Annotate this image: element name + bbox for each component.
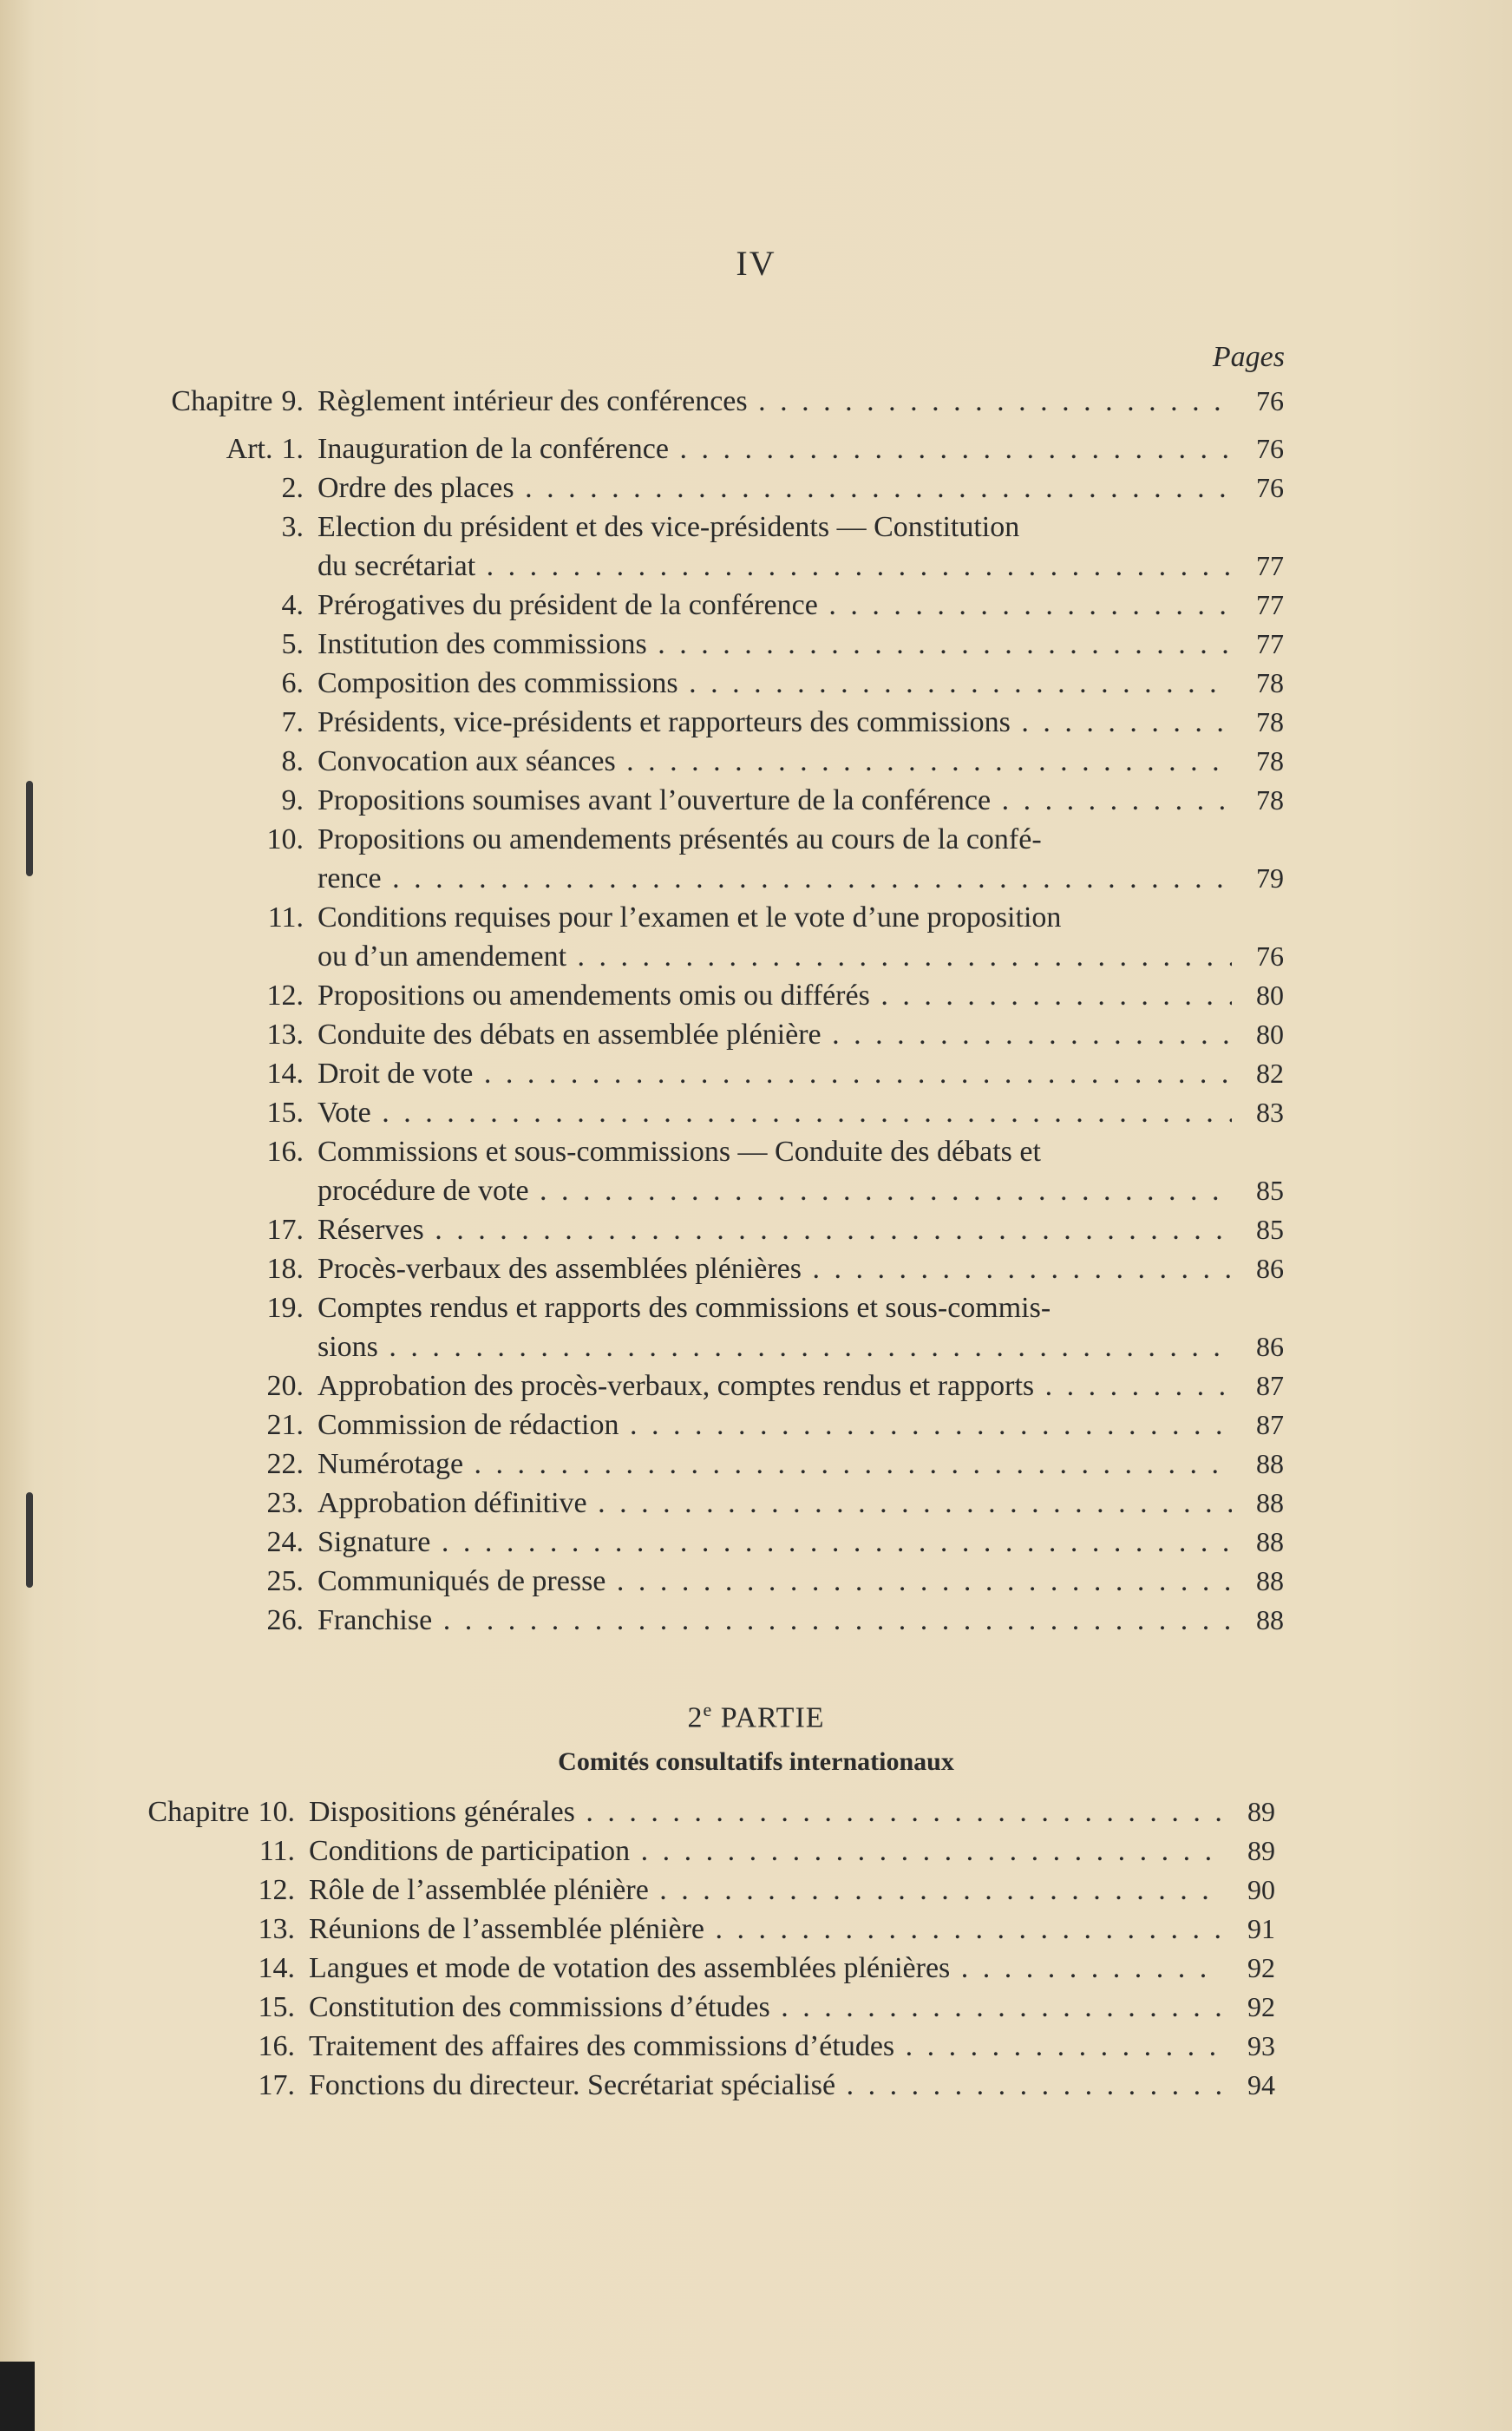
article-lead (130, 1054, 304, 1093)
article-lead (130, 1249, 304, 1288)
chapter-title-cell (295, 1988, 1223, 2027)
chapter-number: 16. (258, 2030, 295, 2062)
article-title: Droit de vote (317, 1058, 474, 1090)
chapter-row (78, 1910, 1275, 1949)
article-number: 4. (281, 589, 304, 621)
chapter-title: Traitement des affaires des commissions d’études (309, 2030, 895, 2062)
pages-column-label: Pages (1212, 341, 1285, 373)
chapter-number: 11. (259, 1835, 295, 1867)
chapter-row (78, 1988, 1275, 2027)
chapter-title: Dispositions générales (309, 1796, 575, 1828)
article-lead (130, 1523, 304, 1562)
article-title-continued: sions (317, 1331, 378, 1363)
dot-leader (566, 940, 1232, 973)
article-title-cell (304, 1171, 1232, 1210)
page-edge-shadow (0, 2362, 35, 2431)
article-page: 82 (1256, 1058, 1284, 1089)
article-title-cell (304, 781, 1232, 820)
article-page: 77 (1256, 550, 1284, 581)
article-lead (130, 1406, 304, 1445)
article-lead (130, 1484, 304, 1523)
article-title-continued: rence (317, 862, 382, 894)
article-title-cell (304, 429, 1232, 469)
dot-leader (770, 1991, 1223, 2023)
article-row (130, 1562, 1284, 1601)
article-lead (130, 625, 304, 664)
article-row (130, 820, 1284, 859)
article-row (130, 898, 1284, 937)
article-title: Numérotage (317, 1448, 464, 1480)
chapter-page: 94 (1247, 2069, 1275, 2100)
article-title-continued: du secrétariat (317, 550, 476, 582)
article-title-cell (304, 859, 1232, 898)
article-page: 76 (1256, 472, 1284, 503)
article-page: 88 (1256, 1487, 1284, 1518)
article-number: 24. (266, 1526, 304, 1558)
chapter-row (78, 2066, 1275, 2105)
article-title: Approbation définitive (317, 1487, 587, 1519)
article-title-cell (304, 625, 1232, 664)
chapter-title: Rôle de l’assemblée plénière (309, 1874, 649, 1906)
dot-leader (382, 862, 1232, 894)
article-page: 77 (1256, 628, 1284, 659)
article-title: Signature (317, 1526, 431, 1558)
article-lead (130, 1562, 304, 1601)
article-number: 16. (266, 1136, 304, 1168)
chapter-row (78, 1831, 1275, 1871)
dot-leader (630, 1835, 1223, 1867)
article-page: 88 (1256, 1604, 1284, 1635)
article-page: 85 (1256, 1214, 1284, 1245)
article-title-cell (304, 1327, 1232, 1366)
dot-leader (950, 1952, 1223, 1984)
article-number: 22. (266, 1448, 304, 1480)
article-page: 78 (1256, 784, 1284, 816)
chapter-number: 9. (281, 385, 304, 417)
article-title: Propositions ou amendements omis ou différés (317, 980, 870, 1012)
article-number: 2. (281, 472, 304, 504)
article-title: Propositions ou amendements présentés au cours de la confé- (317, 823, 1042, 855)
article-row (130, 469, 1284, 508)
chapter-title: Fonctions du directeur. Secrétariat spécialisé (309, 2069, 836, 2101)
article-lead (130, 469, 304, 508)
article-page: 78 (1256, 745, 1284, 776)
chapter-lead (78, 2066, 295, 2105)
article-row (130, 703, 1284, 742)
article-number: 12. (266, 980, 304, 1012)
article-lead (130, 1132, 304, 1171)
dot-leader (605, 1565, 1232, 1597)
article-title-cell (304, 547, 1232, 586)
dot-leader (529, 1175, 1232, 1207)
article-title: Conditions requises pour l’examen et le vote d’une proposition (317, 901, 1062, 934)
binding-shadow (26, 1492, 33, 1588)
article-page: 83 (1256, 1097, 1284, 1128)
article-page: 88 (1256, 1526, 1284, 1557)
chapter-title: Conditions de participation (309, 1835, 631, 1867)
article-title-cell (304, 976, 1232, 1015)
part-subtitle: Comités consultatifs internationaux (558, 1747, 954, 1776)
article-number: 13. (266, 1019, 304, 1051)
article-page: 80 (1256, 980, 1284, 1011)
article-title-cell (304, 1093, 1232, 1132)
chapter-lead (78, 1949, 295, 1988)
dot-leader (424, 1214, 1232, 1246)
article-page: 87 (1256, 1409, 1284, 1440)
article-title-cell (304, 742, 1232, 781)
article-lead (130, 1445, 304, 1484)
article-title: Propositions soumises avant l’ouverture de la conférence (317, 784, 992, 816)
article-row (130, 625, 1284, 664)
article-title: Comptes rendus et rapports des commissions et sous-commis- (317, 1292, 1051, 1324)
article-title: Ordre des places (317, 472, 514, 504)
article-page: 80 (1256, 1019, 1284, 1050)
article-number: 26. (266, 1604, 304, 1636)
article-row (130, 1523, 1284, 1562)
chapter-number: 12. (258, 1874, 295, 1906)
dot-leader (371, 1097, 1232, 1129)
article-title: Election du président et des vice-présidents — Constitution (317, 511, 1020, 543)
article-title-cell (304, 508, 1232, 547)
chapter-lead (130, 382, 304, 421)
article-lead (130, 586, 304, 625)
article-row (130, 1249, 1284, 1288)
article-lead (130, 976, 304, 1015)
article-number: 8. (281, 745, 304, 777)
article-row (130, 742, 1284, 781)
dot-leader (616, 745, 1232, 777)
article-title-cell (304, 1288, 1232, 1327)
chapter-page: 89 (1247, 1796, 1275, 1827)
article-lead (130, 742, 304, 781)
article-lead (130, 820, 304, 859)
article-prefix: Art. (226, 433, 273, 465)
chapter-title-cell (295, 1871, 1223, 1910)
article-title-cell (304, 1523, 1232, 1562)
article-row (130, 1210, 1284, 1249)
article-row (130, 1406, 1284, 1445)
chapter-row (78, 2027, 1275, 2066)
dot-leader (473, 1058, 1232, 1090)
dot-leader (463, 1448, 1232, 1480)
article-number: 5. (281, 628, 304, 660)
dot-leader (1011, 706, 1232, 738)
chapter-lead (78, 1831, 295, 1871)
dot-leader (649, 1874, 1223, 1906)
article-page: 86 (1256, 1253, 1284, 1284)
article-page: 78 (1256, 706, 1284, 737)
chapter-lead (78, 1988, 295, 2027)
dot-leader (475, 550, 1232, 582)
article-title-continued: ou d’un amendement (317, 940, 567, 973)
article-title: Présidents, vice-présidents et rapporteurs des commissions (317, 706, 1011, 738)
article-lead (130, 1288, 304, 1327)
article-title-cell (304, 937, 1232, 976)
dot-leader (870, 980, 1232, 1012)
article-number: 18. (266, 1253, 304, 1285)
part-number: 2 (687, 1701, 704, 1734)
chapter-number: 10. (258, 1796, 295, 1828)
article-row (130, 508, 1284, 547)
article-row (130, 429, 1284, 469)
article-page: 86 (1256, 1331, 1284, 1362)
article-title-cell (304, 1015, 1232, 1054)
article-title-cell (304, 1484, 1232, 1523)
part-number-suffix: e (703, 1699, 713, 1720)
article-title-cell (304, 1366, 1232, 1406)
article-title-cell (304, 469, 1232, 508)
article-title-cell (304, 1601, 1232, 1640)
chapter-page: 90 (1247, 1874, 1275, 1905)
article-title-cell (304, 1054, 1232, 1093)
chapter-page: 93 (1247, 2030, 1275, 2061)
article-title-cell (304, 1406, 1232, 1445)
binding-shadow (26, 781, 33, 876)
article-lead (130, 1210, 304, 1249)
article-title-cell (304, 1132, 1232, 1171)
article-number: 7. (281, 706, 304, 738)
article-row (130, 1093, 1284, 1132)
chapter-title-cell (295, 1792, 1223, 1831)
article-title-cell (304, 703, 1232, 742)
article-number: 11. (267, 901, 304, 934)
article-row (130, 1132, 1284, 1171)
dot-leader (802, 1253, 1232, 1285)
article-number: 17. (266, 1214, 304, 1246)
chapter-number: 14. (258, 1952, 295, 1984)
article-continuation (130, 1171, 1284, 1210)
article-title-cell (304, 898, 1232, 937)
table-of-contents-part1 (130, 382, 1284, 1640)
article-title: Procès-verbaux des assemblées plénières (317, 1253, 802, 1285)
article-page: 88 (1256, 1565, 1284, 1596)
article-list (130, 429, 1284, 1640)
article-row (130, 1288, 1284, 1327)
dot-leader (514, 472, 1232, 504)
article-title: Convocation aux séances (317, 745, 616, 777)
dot-leader (1034, 1370, 1232, 1402)
chapter-title: Réunions de l’assemblée plénière (309, 1913, 705, 1945)
dot-leader (991, 784, 1232, 816)
dot-leader (678, 667, 1232, 699)
chapter-title-cell (295, 1949, 1223, 1988)
chapter-page: 76 (1256, 385, 1284, 416)
chapter-title: Règlement intérieur des conférences (317, 385, 748, 417)
article-title-cell (304, 1445, 1232, 1484)
article-row (130, 781, 1284, 820)
chapter-title-cell (295, 2027, 1223, 2066)
chapter-row (130, 382, 1284, 421)
chapter-row (78, 1871, 1275, 1910)
article-title: Approbation des procès-verbaux, comptes rendus et rapports (317, 1370, 1035, 1402)
chapter-prefix: Chapitre (147, 1796, 250, 1828)
chapter-page: 91 (1247, 1913, 1275, 1944)
dot-leader (821, 1019, 1232, 1051)
dot-leader (432, 1604, 1232, 1636)
chapter-title: Langues et mode de votation des assemblées plénières (309, 1952, 951, 1984)
article-lead (130, 664, 304, 703)
part-title (0, 1699, 1512, 1734)
chapter-title-cell (295, 2066, 1223, 2105)
article-number: 15. (266, 1097, 304, 1129)
article-number: 19. (266, 1292, 304, 1324)
article-lead (130, 703, 304, 742)
article-continuation (130, 937, 1284, 976)
article-page: 77 (1256, 589, 1284, 620)
chapter-row (78, 1949, 1275, 1988)
chapter-row (78, 1792, 1275, 1831)
article-title: Institution des commissions (317, 628, 647, 660)
article-title-cell (304, 1562, 1232, 1601)
article-row (130, 1601, 1284, 1640)
dot-leader (430, 1526, 1232, 1558)
dot-leader (704, 1913, 1223, 1945)
article-continuation (130, 859, 1284, 898)
article-title-continued: procédure de vote (317, 1175, 529, 1207)
article-row (130, 586, 1284, 625)
table-of-contents-part2 (78, 1792, 1275, 2105)
article-page: 76 (1256, 433, 1284, 464)
article-row (130, 664, 1284, 703)
article-row (130, 976, 1284, 1015)
article-number: 1. (281, 433, 304, 465)
article-title: Prérogatives du président de la conférence (317, 589, 818, 621)
article-title: Franchise (317, 1604, 433, 1636)
dot-leader (835, 2069, 1223, 2101)
article-row (130, 1015, 1284, 1054)
part-word: PARTIE (720, 1701, 825, 1734)
page-number: IV (736, 244, 776, 283)
article-number: 23. (266, 1487, 304, 1519)
chapter-lead (78, 2027, 295, 2066)
article-number: 9. (281, 784, 304, 816)
dot-leader (647, 628, 1232, 660)
article-page: 78 (1256, 667, 1284, 698)
article-lead (130, 781, 304, 820)
article-title-cell (304, 1249, 1232, 1288)
chapter-page: 89 (1247, 1835, 1275, 1866)
article-row (130, 1484, 1284, 1523)
article-page: 79 (1256, 862, 1284, 894)
dot-leader (818, 589, 1232, 621)
chapter-title-cell (295, 1910, 1223, 1949)
chapter-lead (78, 1910, 295, 1949)
dot-leader (378, 1331, 1232, 1363)
article-number: 25. (266, 1565, 304, 1597)
chapter-prefix: Chapitre (171, 385, 273, 417)
chapter-lead (78, 1792, 295, 1831)
article-page: 76 (1256, 940, 1284, 972)
chapter-title: Constitution des commissions d’études (309, 1991, 770, 2023)
article-number: 10. (266, 823, 304, 855)
article-row (130, 1445, 1284, 1484)
article-page: 88 (1256, 1448, 1284, 1479)
dot-leader (894, 2030, 1223, 2062)
article-title-cell (304, 664, 1232, 703)
article-lead (130, 1093, 304, 1132)
article-title: Commissions et sous-commissions — Conduite des débats et (317, 1136, 1041, 1168)
article-title: Inauguration de la conférence (317, 433, 669, 465)
article-title: Vote (317, 1097, 371, 1129)
article-title-cell (304, 586, 1232, 625)
article-number: 20. (266, 1370, 304, 1402)
article-title: Réserves (317, 1214, 424, 1246)
dot-leader (669, 433, 1232, 465)
article-title-cell (304, 1210, 1232, 1249)
chapter-page: 92 (1247, 1991, 1275, 2022)
chapter-number: 15. (258, 1991, 295, 2023)
chapter-number: 13. (258, 1913, 295, 1945)
article-continuation (130, 1327, 1284, 1366)
article-number: 14. (266, 1058, 304, 1090)
article-lead (130, 429, 304, 469)
article-lead (130, 508, 304, 547)
chapter-title-cell (304, 382, 1232, 421)
dot-leader (575, 1796, 1223, 1828)
article-row (130, 1366, 1284, 1406)
article-lead (130, 898, 304, 937)
article-number: 6. (281, 667, 304, 699)
chapter-lead (78, 1871, 295, 1910)
article-lead (130, 1015, 304, 1054)
article-page: 87 (1256, 1370, 1284, 1401)
article-title-cell (304, 820, 1232, 859)
dot-leader (587, 1487, 1232, 1519)
article-title: Conduite des débats en assemblée plénière (317, 1019, 821, 1051)
article-number: 21. (266, 1409, 304, 1441)
dot-leader (619, 1409, 1232, 1441)
chapter-number: 17. (258, 2069, 295, 2101)
article-continuation (130, 547, 1284, 586)
article-title: Composition des commissions (317, 667, 678, 699)
chapter-page: 92 (1247, 1952, 1275, 1983)
article-title: Commission de rédaction (317, 1409, 619, 1441)
article-number: 3. (281, 511, 304, 543)
article-row (130, 1054, 1284, 1093)
article-title: Communiqués de presse (317, 1565, 606, 1597)
article-page: 85 (1256, 1175, 1284, 1206)
article-lead (130, 1601, 304, 1640)
article-lead (130, 1366, 304, 1406)
chapter-title-cell (295, 1831, 1223, 1871)
